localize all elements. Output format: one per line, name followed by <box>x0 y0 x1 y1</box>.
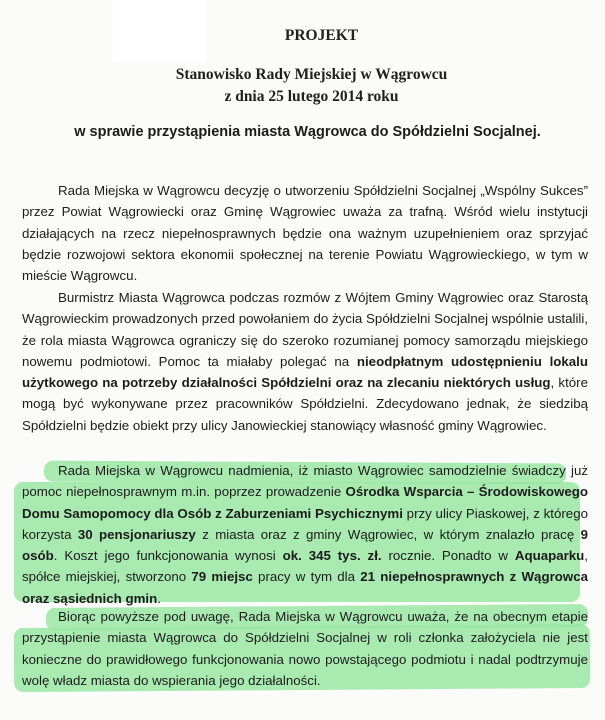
paragraph-3: Rada Miejska w Wągrowcu nadmienia, iż miasto Wągrowiec samodzielnie świadczy już pomoc niepełnosprawnym m.in. poprzez prowadzenie Ośrodka Wsparcia – Środowiskowego Domu Samopomocy dla Osób z Zaburzeniami Psychicznymi przy ulicy Piaskowej, z którego korzysta 30 pensjonariuszy z miasta oraz z gminy Wągrowiec, w którym znalazło pracę 9 osób. Koszt jego funkcjonowania wynosi ok. 345 tys. zł. rocznie. Ponadto w Aquaparku, spółce miejskiej, stworzono 79 miejsc pracy w tym dla 21 niepełnosprawnych z Wągrowca oraz sąsiednich gmin. <box>22 463 588 606</box>
document-subject: w sprawie przystąpienia miasta Wągrowca do Spółdzielni Socjalnej. <box>74 124 541 140</box>
paragraph-4: Biorąc powyższe pod uwagę, Rada Miejska w Wągrowcu uważa, że na obecnym etapie przystąpienie miasta Wągrowca do Spółdzielni Socjalnej w roli członka założyciela nie jest konieczne do prawidłowego funkcjonowania nowo powstającego podmiotu i nadal podtrzymuje wolę władz miasta do wspierania jego działalności. <box>22 609 588 688</box>
title-line-1: Stanowisko Rady Miejskiej w Wągrowcu <box>175 66 448 83</box>
paragraph-1: Rada Miejska w Wągrowcu decyzję o utworzeniu Spółdzielni Socjalnej „Wspólny Sukces” przez Powiat Wągrowiecki oraz Gminę Wągrowiec uważa za trafną. Wśród wielu instytucji działających na rzecz niepełnosprawnych będzie ona ważnym uzupełnieniem oraz sprzyjać będzie rozwojowi sektora ekonomii społecznej na terenie Powiatu Wągrowieckiego, w tym w mieście Wągrowcu. <box>22 183 588 284</box>
paragraph-2: Burmistrz Miasta Wągrowca podczas rozmów z Wójtem Gminy Wągrowiec oraz Starostą Wągrowieckim prowadzonych przed powołaniem do życia Spółdzielni Socjalnej wspólnie ustalili, że rola miasta Wągrowca ograniczy się do szeroko rozumianej pomocy samorządu miejskiego nowemu podmiotowi. Pomoc ta miałaby polegać na nieodpłatnym udostępnieniu lokalu użytkowego na potrzeby działalności Spółdzielni oraz na zlecaniu niektórych usług, które mogą być wykonywane przez pracowników Spółdzielni. Zdecydowano jednak, że siedzibą Spółdzielni będzie obiekt przy ulicy Janowieckiej stanowiący własność gminy Wągrowiec. <box>22 290 589 433</box>
title-line-2: z dnia 25 lutego 2014 roku <box>224 88 399 105</box>
document-title <box>0 64 605 108</box>
draft-label: PROJEKT <box>284 27 359 44</box>
